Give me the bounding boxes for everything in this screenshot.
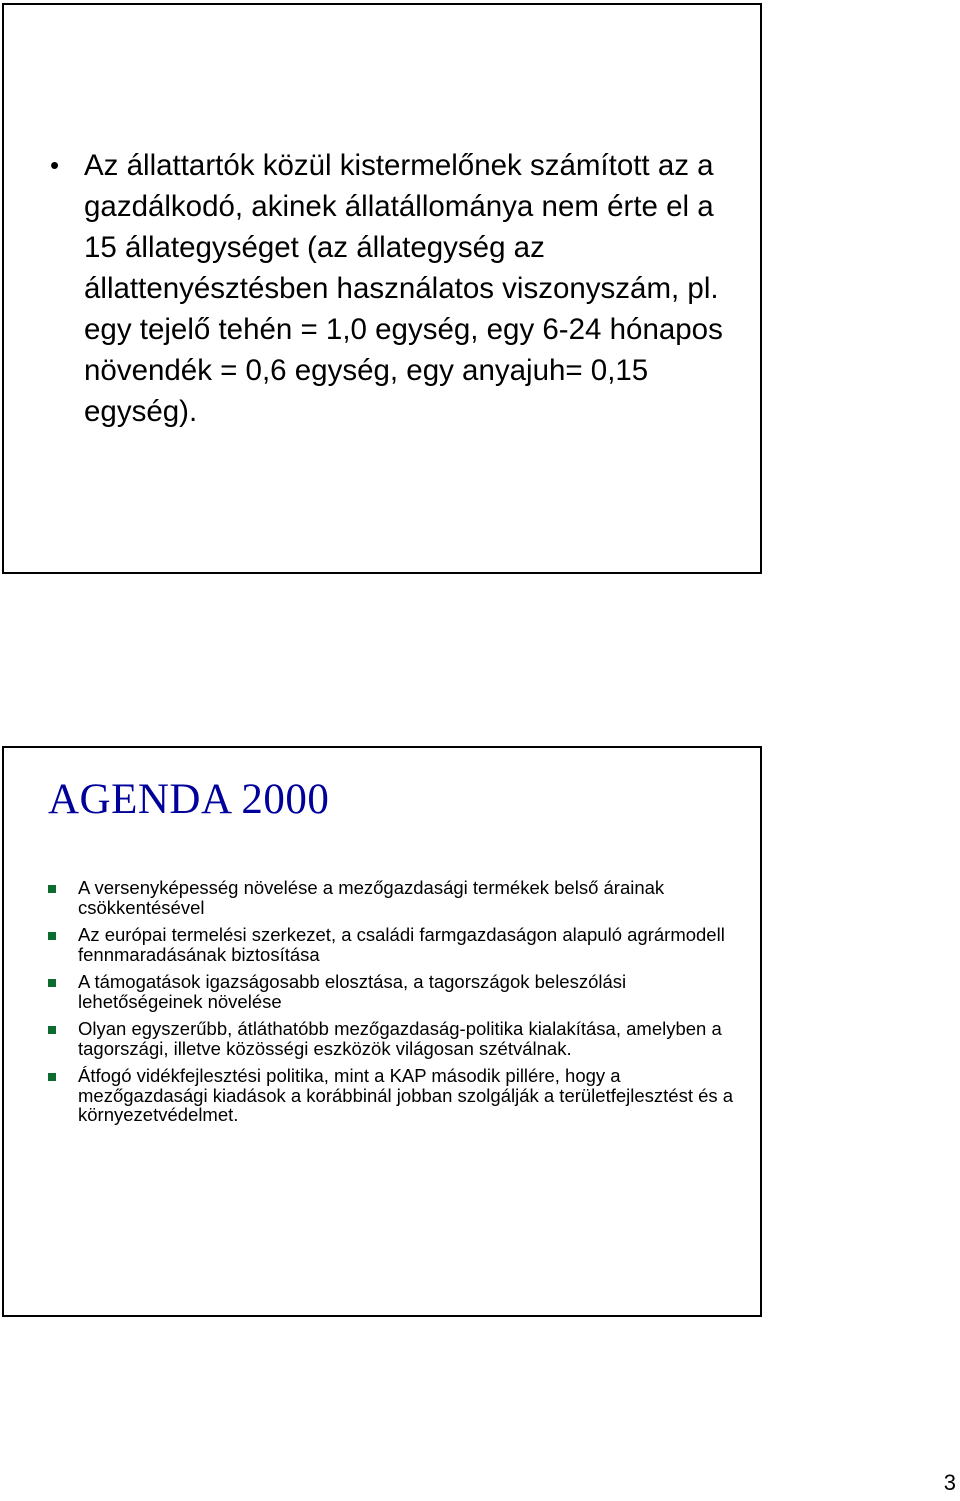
slide-2 <box>2 746 762 1317</box>
square-bullet-icon <box>48 1073 56 1081</box>
list-item <box>48 972 738 1011</box>
square-bullet-icon <box>48 932 56 940</box>
square-bullet-icon <box>48 1026 56 1034</box>
slide-2-item-text: Az európai termelési szerkezet, a családi farmgazdaságon alapuló agrármodell fennmaradásának biztosítása <box>78 924 725 965</box>
slide-1-item-text: Az állattartók közül kistermelőnek számított az a gazdálkodó, akinek állatállománya nem érte el a 15 állategységet (az állategység az állattenyésztésben használatos viszonyszám, pl. egy tejelő tehén = 1,0 egység, egy 6-24 hónapos növendék = 0,6 egység, egy anyajuh= 0,15 egység). <box>84 149 723 428</box>
slide-title: AGENDA 2000 <box>48 776 330 823</box>
bullet-dot-icon: • <box>50 150 60 180</box>
slide-1 <box>2 3 762 574</box>
list-item <box>48 1019 738 1058</box>
list-item <box>48 925 738 964</box>
page-number: 3 <box>943 1470 956 1495</box>
square-bullet-icon <box>48 979 56 987</box>
list-item <box>48 1066 738 1125</box>
slide-2-item-text: Átfogó vidékfejlesztési politika, mint a KAP második pillére, hogy a mezőgazdasági kiadások a korábbinál jobban szolgálják a területfejlesztést és a környezetvédelmet. <box>78 1065 734 1125</box>
slide-2-bullet-list <box>48 878 738 1133</box>
slide-1-bullet-list <box>44 145 744 432</box>
slide-2-item-text: Olyan egyszerűbb, átláthatóbb mezőgazdaság-politika kialakítása, amelyben a tagországi, illetve közösségi eszközök világosan szétválnak. <box>78 1018 722 1059</box>
slide-2-item-text: A támogatások igazságosabb elosztása, a tagországok beleszólási lehetőségeinek növelése <box>78 971 627 1012</box>
list-item <box>44 145 744 432</box>
square-bullet-icon <box>48 885 56 893</box>
slide-2-item-text: A versenyképesség növelése a mezőgazdasági termékek belső árainak csökkentésével <box>78 877 665 918</box>
list-item <box>48 878 738 917</box>
